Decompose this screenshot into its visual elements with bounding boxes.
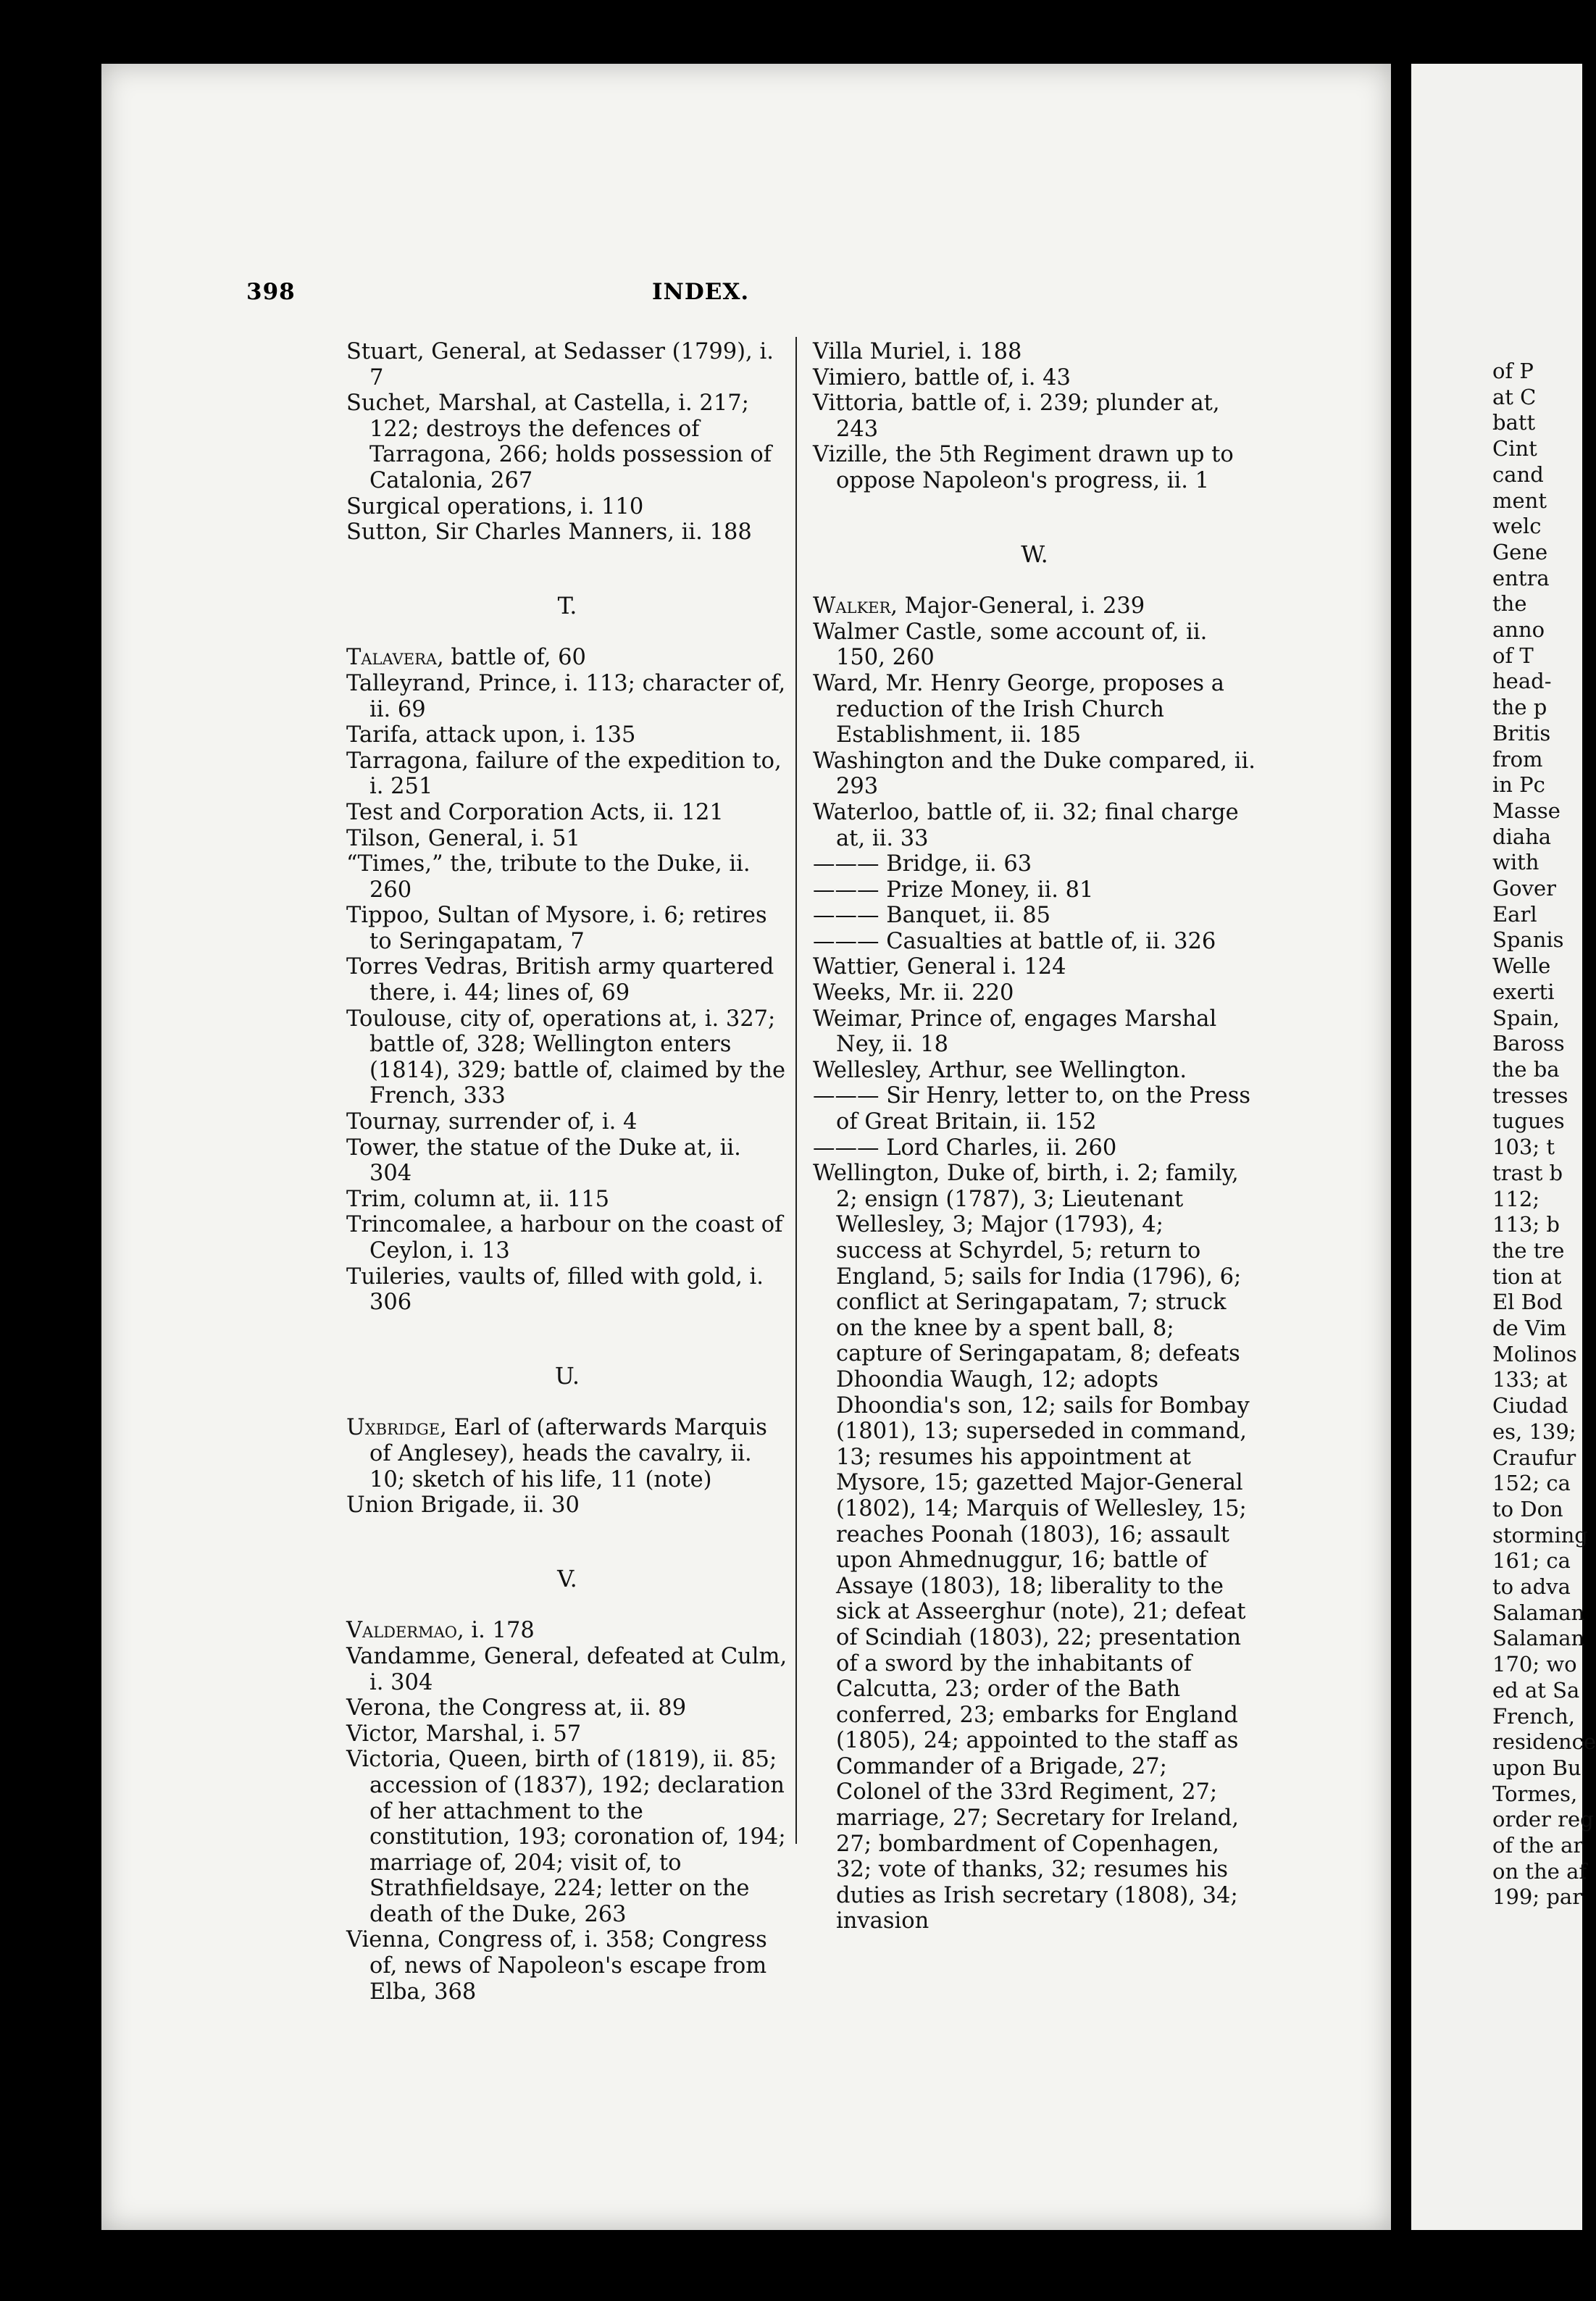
entry-text: Victoria, Queen, birth of (1819), ii. 85; accession of (1837), 192; declaration of her attachment to the constitution, 193; coronation of, 194; marriage of, 204; visit of, to Strathfieldsaye, 224; letter on the death of the Duke, 263 [346, 1747, 786, 1927]
facing-page-line: ment [1492, 488, 1547, 513]
index-entry [813, 365, 1256, 391]
index-entry [346, 722, 788, 748]
index-column-left [346, 339, 788, 2005]
index-entry [813, 1135, 1256, 1161]
index-entry [346, 339, 788, 391]
entry-text: Stuart, General, at Sedasser (1799), i. 7 [346, 339, 774, 391]
entry-text: Wellesley, Arthur, see Wellington. [813, 1057, 1187, 1083]
facing-page-line: Salaman [1492, 1626, 1585, 1651]
facing-page-line: anno [1492, 617, 1545, 643]
facing-page-line: diaha [1492, 824, 1552, 849]
entry-text: Washington and the Duke compared, ii. 293 [813, 748, 1256, 800]
entry-text: Suchet, Marshal, at Castella, i. 217; 122; destroys the defences of Tarragona, 266; holds possession of Catalonia, 267 [346, 391, 772, 493]
entry-text: ——— Banquet, ii. 85 [813, 903, 1051, 929]
facing-page-line: in Pc [1492, 772, 1545, 798]
entry-text: Union Brigade, ii. 30 [346, 1492, 580, 1519]
index-entry [813, 954, 1256, 980]
index-entry [813, 748, 1256, 800]
facing-page-line: order reg [1492, 1807, 1594, 1832]
index-entry [346, 1135, 788, 1187]
facing-page-line: tresses [1492, 1082, 1568, 1108]
index-column-right [813, 339, 1256, 1934]
index-entry [346, 1618, 788, 1644]
index-entry [346, 748, 788, 800]
facing-page-line: to adva [1492, 1574, 1571, 1600]
facing-page-line: Gover [1492, 876, 1557, 901]
facing-page-line: French, [1492, 1703, 1575, 1729]
index-entry [346, 800, 788, 826]
entry-text: Villa Muriel, i. 188 [813, 339, 1022, 364]
index-entry [346, 1415, 788, 1492]
entry-text: Ward, Mr. Henry George, proposes a reduction of the Irish Church Establishment, ii. 185 [813, 670, 1224, 748]
facing-page-text-fragments [1492, 359, 1596, 1910]
entry-text: ——— Sir Henry, letter to, on the Press of Great Britain, ii. 152 [813, 1083, 1251, 1135]
entry-text: Vienna, Congress of, i. 358; Congress of, news of Napoleon's escape from Elba, 368 [346, 1927, 767, 2005]
index-entry [813, 391, 1256, 442]
index-entry [813, 671, 1256, 748]
facing-page-line: 199; par [1492, 1884, 1583, 1910]
entry-text: , battle of, 60 [437, 645, 586, 671]
entry-text: Trincomalee, a harbour on the coast of Ceylon, i. 13 [346, 1212, 783, 1264]
index-entry [813, 442, 1256, 493]
running-title: INDEX. [652, 279, 750, 305]
index-entry [346, 391, 788, 493]
entry-text: “Times,” the, tribute to the Duke, ii. 260 [346, 851, 751, 903]
entry-text: Tower, the statue of the Duke at, ii. 304 [346, 1135, 741, 1187]
entry-text: Vizille, the 5th Regiment drawn up to oppose Napoleon's progress, ii. 1 [813, 442, 1234, 493]
facing-page-line: El Bod [1492, 1290, 1563, 1315]
facing-page-line: on the af [1492, 1858, 1587, 1884]
facing-page-line: 152; ca [1492, 1471, 1571, 1496]
entry-text: Tippoo, Sultan of Mysore, i. 6; retires to Seringapatam, 7 [346, 903, 767, 954]
entry-text: ——— Casualties at battle of, ii. 326 [813, 928, 1216, 954]
entry-text: Wellington, Duke of, birth, i. 2; family, 2; ensign (1787), 3; Lieutenant Wellesley, 3; Major (1793), 4; success at Schyrdel, 5; return to England, 5; sails for India (1796), 6; conflict at Seringapatam, 7; struck on the knee by a spent ball, 8; capture of Seringapatam, 8; defeats Dhoondia Waugh, 12; adopts Dhoondia's son, 12; sails for Bombay (1801), 13; superseded in command, 13; resumes his appointment at Mysore, 15; gazetted Major-General (1802), 14; Marquis of Wellesley, 15; reaches Poonah (1803), 16; assault upon Ahmednuggur, 16; battle of Assaye (1803), 18; liberality to the sick at Asseerghur (note), 21; defeat of Scindiah (1803), 22; presentation of a sword by the inhabitants of Calcutta, 23; order of the Bath conferred, 23; embarks for England (1805), 24; appointed to the staff as Commander of a Brigade, 27; Colonel of the 33rd Regiment, 27; marriage, 27; Secretary for Ireland, 27; bombardment of Copenhagen, 32; vote of thanks, 32; resumes his duties as Irish secretary (1808), 34; invasion [813, 1161, 1250, 1934]
index-entry [346, 1006, 788, 1109]
entry-text: Surgical operations, i. 110 [346, 493, 644, 519]
entry-heading: Uxbridge [346, 1415, 440, 1441]
index-entry [346, 671, 788, 722]
facing-page-line: Salaman [1492, 1600, 1585, 1625]
facing-page-line: of the ar [1492, 1833, 1584, 1858]
facing-page-line: cand [1492, 462, 1544, 487]
entry-heading: Walker [813, 593, 891, 619]
facing-page-line: Molinos [1492, 1341, 1577, 1366]
entry-text: , i. 178 [457, 1618, 535, 1644]
facing-page-line: Gene [1492, 539, 1548, 564]
index-entry [813, 929, 1256, 955]
facing-page-line: 112; [1492, 1186, 1540, 1211]
facing-page-line: tugues [1492, 1108, 1565, 1134]
index-entry [346, 1747, 788, 1927]
entry-text: Tilson, General, i. 51 [346, 825, 580, 851]
facing-page-line: the [1492, 591, 1527, 617]
facing-page-line: Baross [1492, 1031, 1565, 1056]
entry-text: Tarifa, attack upon, i. 135 [346, 722, 636, 748]
index-entry [813, 980, 1256, 1006]
index-entry [813, 339, 1256, 365]
index-entry [813, 903, 1256, 929]
index-entry [346, 826, 788, 852]
facing-page-line: Britis [1492, 720, 1551, 746]
facing-page-line: from [1492, 746, 1543, 772]
facing-page-line: Spanis [1492, 927, 1564, 953]
section-letter: W. [1021, 540, 1048, 568]
facing-page-line: the p [1492, 695, 1547, 720]
entry-text: Tournay, surrender of, i. 4 [346, 1109, 638, 1135]
entry-text: Waterloo, battle of, ii. 32; final charge at, ii. 33 [813, 799, 1239, 851]
facing-page-line: residence [1492, 1729, 1596, 1755]
entry-text: ——— Bridge, ii. 63 [813, 851, 1032, 877]
facing-page-line: the ba [1492, 1056, 1560, 1082]
entry-text: Verona, the Congress at, ii. 89 [346, 1695, 687, 1721]
entry-text: Wattier, General i. 124 [813, 954, 1066, 980]
index-entry [813, 1083, 1256, 1135]
index-entry [813, 800, 1256, 851]
facing-page-line: to Don [1492, 1496, 1563, 1521]
entry-heading: Valdermao [346, 1618, 457, 1644]
index-entry [813, 851, 1256, 877]
index-entry [813, 619, 1256, 671]
facing-page-line: de Vim [1492, 1316, 1567, 1341]
index-entry [346, 1695, 788, 1721]
facing-page-line: at C [1492, 384, 1537, 409]
facing-page-line: welc [1492, 514, 1542, 539]
facing-page-line: ed at Sa [1492, 1677, 1580, 1703]
entry-text: Vittoria, battle of, i. 239; plunder at, 243 [813, 391, 1220, 442]
facing-page-line: Spain, [1492, 1005, 1560, 1030]
index-entry [813, 1161, 1256, 1934]
entry-text: Talleyrand, Prince, i. 113; character of, ii. 69 [346, 670, 786, 722]
page-number: 398 [246, 279, 296, 305]
facing-page-line: head- [1492, 669, 1552, 694]
index-entry [346, 519, 788, 546]
facing-page-line: Welle [1492, 953, 1551, 979]
facing-page-line: trast b [1492, 1160, 1563, 1185]
facing-page-line: entra [1492, 565, 1550, 590]
entry-text: Vimiero, battle of, i. 43 [813, 364, 1071, 391]
index-entry [346, 851, 788, 903]
entry-text: Vandamme, General, defeated at Culm, i. 304 [346, 1643, 787, 1695]
index-entry [346, 494, 788, 520]
facing-page-line: 103; t [1492, 1135, 1555, 1160]
facing-page-line: 133; at [1492, 1367, 1568, 1392]
facing-page-line: Craufur [1492, 1445, 1576, 1470]
index-entry [813, 1058, 1256, 1084]
index-entry [346, 1109, 788, 1135]
entry-text: Sutton, Sir Charles Manners, ii. 188 [346, 519, 752, 546]
entry-text: Victor, Marshal, i. 57 [346, 1721, 582, 1747]
index-entry [346, 903, 788, 954]
entry-text: Walmer Castle, some account of, ii. 150, 260 [813, 619, 1208, 671]
facing-page-line: Ciudad [1492, 1393, 1568, 1419]
facing-page-line: batt [1492, 410, 1536, 435]
entry-text: Torres Vedras, British army quartered there, i. 44; lines of, 69 [346, 954, 774, 1006]
entry-text: Trim, column at, ii. 115 [346, 1186, 610, 1212]
entry-text: Tuileries, vaults of, filled with gold, i. 306 [346, 1264, 764, 1316]
entry-text: Weeks, Mr. ii. 220 [813, 980, 1014, 1006]
column-divider [795, 337, 797, 1844]
facing-page-line: 113; b [1492, 1212, 1560, 1237]
index-entry [346, 1187, 788, 1213]
facing-page-line: with [1492, 850, 1539, 875]
entry-heading: Talavera [346, 645, 438, 671]
facing-page-line: Tormes, [1492, 1781, 1578, 1806]
entry-text: Tarragona, failure of the expedition to, i. 251 [346, 748, 782, 800]
entry-text: ——— Lord Charles, ii. 260 [813, 1135, 1117, 1161]
entry-text: , Major-General, i. 239 [890, 593, 1145, 619]
section-letter: T. [557, 591, 577, 619]
index-entry [346, 645, 788, 671]
facing-page-line: es, 139; [1492, 1419, 1576, 1444]
facing-page-line: 170; wo [1492, 1652, 1577, 1677]
facing-page-line: storming [1492, 1522, 1588, 1548]
facing-page-line: the tre [1492, 1237, 1565, 1263]
entry-text: Toulouse, city of, operations at, i. 327; battle of, 328; Wellington enters (1814), 329; battle of, claimed by the French, 333 [346, 1006, 786, 1109]
index-entry [813, 1006, 1256, 1058]
facing-page-line: of P [1492, 359, 1534, 383]
facing-page-line: tion at [1492, 1264, 1562, 1289]
entry-text: , Earl of (afterwards Marquis of Anglesey), heads the cavalry, ii. 10; sketch of his life, 11 (note) [369, 1415, 767, 1492]
facing-page-line: Earl [1492, 901, 1537, 927]
index-entry [346, 1212, 788, 1264]
index-entry [346, 1264, 788, 1316]
index-entry [346, 1927, 788, 2005]
index-entry [346, 1492, 788, 1519]
entry-text: ——— Prize Money, ii. 81 [813, 877, 1094, 903]
facing-page-line: of T [1492, 643, 1534, 668]
index-entry [346, 954, 788, 1006]
index-entry [346, 1721, 788, 1747]
entry-text: Weimar, Prince of, engages Marshal Ney, ii. 18 [813, 1006, 1217, 1058]
index-entry [346, 1644, 788, 1695]
facing-page-line: upon Bu [1492, 1755, 1582, 1780]
facing-page-line: Cint [1492, 436, 1537, 462]
facing-page-line: 161; ca [1492, 1548, 1571, 1574]
facing-page-line: exerti [1492, 979, 1555, 1004]
section-letter: V. [557, 1564, 577, 1592]
index-entry [813, 877, 1256, 903]
index-entry [813, 593, 1256, 619]
entry-text: Test and Corporation Acts, ii. 121 [346, 799, 724, 825]
section-letter: U. [554, 1361, 580, 1390]
facing-page-line: Masse [1492, 798, 1561, 823]
